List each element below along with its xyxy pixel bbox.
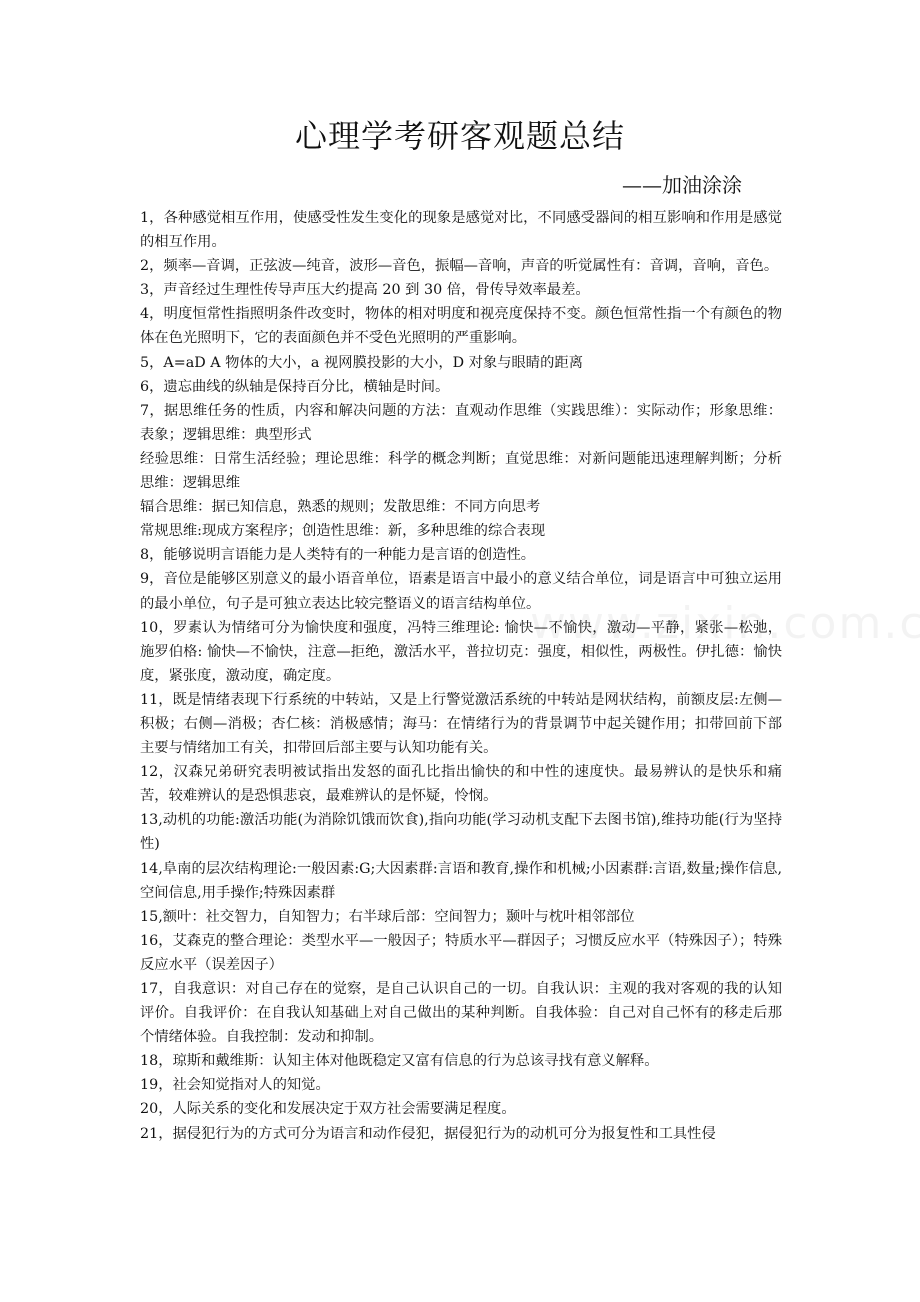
paragraph: 13,动机的功能:激活功能(为消除饥饿而饮食),指向功能(学习动机支配下去图书馆),维持功能(行为坚持性): [140, 812, 782, 853]
paragraph: 11，既是情绪表现下行系统的中转站，又是上行警觉激活系统的中转站是网状结构，前额皮层:左侧—积极；右侧—消极；杏仁核：消极感情；海马：在情绪行为的背景调节中起关键作用；扣带回前下部主要与情绪加工有关，扣带回后部主要与认知功能有关。: [140, 691, 782, 757]
document-body: [140, 206, 782, 1146]
paragraph: 15,额叶：社交智力，自知智力；右半球后部：空间智力；颞叶与枕叶相邻部位: [140, 908, 635, 925]
paragraph: 10，罗素认为情绪可分为愉快度和强度，冯特三维理论: 愉快—不愉快，激动—平静，紧张—松弛，施罗伯格: 愉快—不愉快，注意—拒绝，激活水平，普拉切克：强度，相似性，两极性。伊扎德：愉快度，紧张度，激动度，确定度。: [140, 619, 782, 684]
paragraph: 4，明度恒常性指照明条件改变时，物体的相对明度和视亮度保持不变。颜色恒常性指一个有颜色的物体在色光照明下，它的表面颜色并不受色光照明的严重影响。: [140, 306, 782, 347]
paragraph: 辐合思维：据已知信息，熟悉的规则；发散思维：不同方向思考: [140, 499, 541, 516]
paragraph: 经验思维：日常生活经验；理论思维：科学的概念判断；直觉思维：对新问题能迅速理解判断；分析思维：逻辑思维: [140, 450, 782, 492]
paragraph: 19，社会知觉指对人的知觉。: [140, 1077, 330, 1094]
paragraph: 18，琼斯和戴维斯：认知主体对他既稳定又富有信息的行为总该寻找有意义解释。: [140, 1053, 659, 1070]
paragraph: 7，据思维任务的性质，内容和解决问题的方法：直观动作思维（实践思维）：实际动作；形象思维：表象；逻辑思维：典型形式: [140, 402, 782, 443]
paragraph: 5，A=aD A 物体的大小，a 视网膜投影的大小，D 对象与眼睛的距离: [140, 354, 583, 371]
paragraph: 6，遗忘曲线的纵轴是保持百分比，横轴是时间。: [140, 378, 450, 395]
paragraph: 16，艾森克的整合理论：类型水平—一般因子；特质水平—群因子；习惯反应水平（特殊因子）；特殊反应水平（误差因子）: [140, 932, 782, 973]
paragraph: 17，自我意识：对自己存在的觉察，是自己认识自己的一切。自我认识：主观的我对客观的我的认知评价。自我评价：在自我认知基础上对自己做出的某种判断。自我体验：自己对自己怀有的移走后那个情绪体验。自我控制：发动和抑制。: [140, 981, 782, 1046]
paragraph: 9，音位是能够区别意义的最小语音单位，语素是语言中最小的意义结合单位，词是语言中可独立运用的最小单位，句子是可独立表达比较完整语义的语言结构单位。: [140, 571, 782, 612]
document-title: 心理学考研客观题总结: [294, 117, 625, 155]
paragraph: 20，人际关系的变化和发展决定于双方社会需要满足程度。: [140, 1101, 516, 1118]
paragraph: 12，汉森兄弟研究表明被试指出发怒的面孔比指出愉快的和中性的速度快。最易辨认的是快乐和痛苦，较难辨认的是恐惧悲哀，最难辨认的是怀疑，怜悯。: [140, 764, 782, 805]
paragraph: 3，声音经过生理性传导声压大约提高 20 到 30 倍，骨传导效率最差。: [140, 282, 590, 299]
paragraph: 2，频率—音调，正弦波—纯音，波形—音色，振幅—音响，声音的听觉属性有：音调，音响，音色。: [140, 258, 779, 275]
paragraph: 14,阜南的层次结构理论:一般因素:G;大因素群:言语和教育,操作和机械;小因素群:言语,数量;操作信息,空间信息,用手操作;特殊因素群: [140, 860, 782, 901]
paragraph: 常规思维:现成方案程序；创造性思维：新，多种思维的综合表现: [140, 523, 546, 540]
paragraph: 1，各种感觉相互作用，使感受性发生变化的现象是感觉对比，不同感受器间的相互影响和作用是感觉的相互作用。: [140, 210, 782, 251]
paragraph: 8，能够说明言语能力是人类特有的一种能力是言语的创造性。: [140, 547, 536, 564]
paragraph: 21，据侵犯行为的方式可分为语言和动作侵犯，据侵犯行为的动机可分为报复性和工具性侵: [140, 1125, 716, 1142]
document-author: ——加油涂涂: [622, 173, 742, 197]
